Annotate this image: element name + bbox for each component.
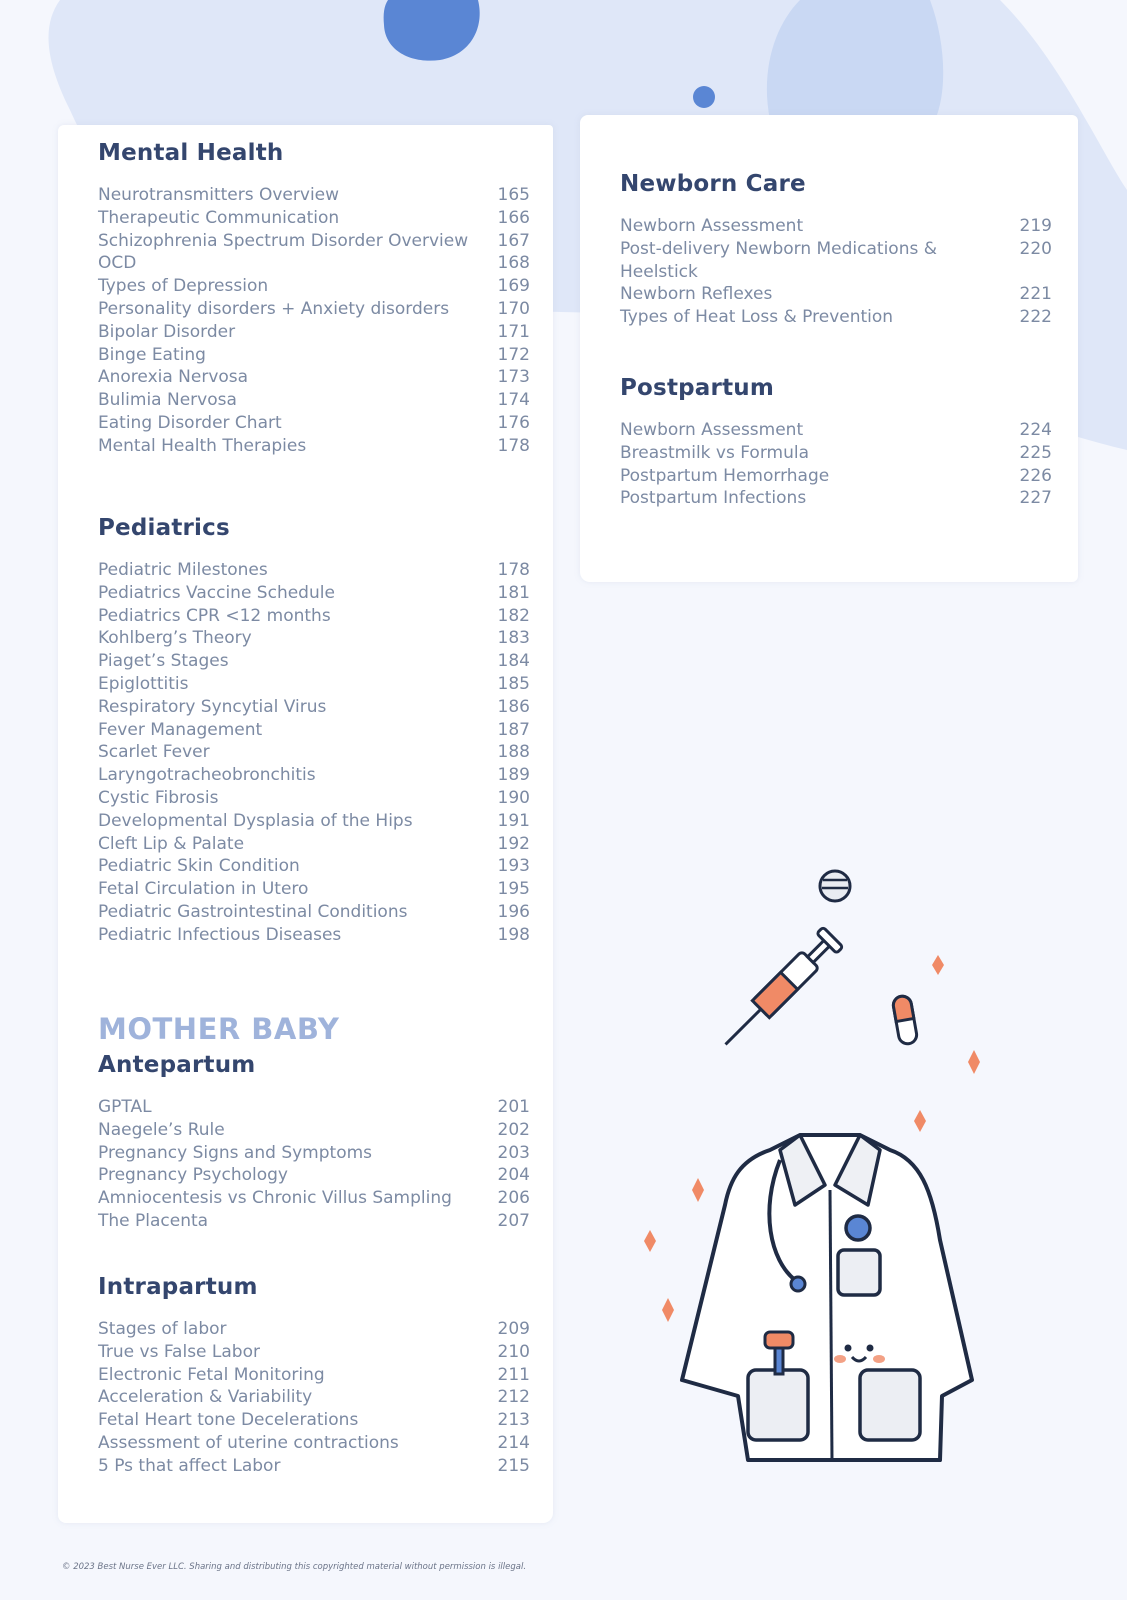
toc-entry-title: Postpartum Infections — [620, 488, 807, 509]
toc-entry-page-number: 211 — [497, 1364, 530, 1385]
toc-entry-title: Therapeutic Communication — [98, 207, 340, 228]
toc-entry — [98, 230, 530, 253]
toc-entry-page-number: 185 — [497, 673, 530, 694]
toc-entry-page-number: 203 — [497, 1142, 530, 1163]
toc-entry-page-number: 176 — [497, 412, 530, 433]
toc-entry — [98, 924, 530, 947]
toc-entry — [98, 389, 530, 412]
toc-entry-page-number: 193 — [497, 856, 530, 877]
toc-entry-title: Types of Heat Loss & Prevention — [620, 307, 894, 328]
toc-entry — [98, 582, 530, 605]
toc-entry-page-number: 183 — [497, 628, 530, 649]
toc-entry-title: Anorexia Nervosa — [98, 367, 249, 388]
pill-icon — [820, 871, 850, 901]
toc-entry — [98, 787, 530, 810]
toc-entry — [98, 1119, 530, 1142]
toc-entry-title: Types of Depression — [98, 276, 269, 297]
toc-entry-title: Amniocentesis vs Chronic Villus Sampling — [98, 1188, 452, 1209]
toc-entry-page-number: 172 — [497, 344, 530, 365]
toc-entry-page-number: 170 — [497, 298, 530, 319]
toc-entry — [98, 1341, 530, 1364]
toc-entry — [98, 1142, 530, 1165]
toc-entry-title: Postpartum Hemorrhage — [620, 465, 830, 486]
toc-entry — [98, 275, 530, 298]
toc-entry — [98, 1455, 530, 1478]
section-newborn-care — [620, 167, 1052, 329]
toc-entry-title: Piaget’s Stages — [98, 651, 229, 672]
section-heading-newborn-care: Newborn Care — [620, 171, 806, 197]
toc-entry-title: Kohlberg’s Theory — [98, 628, 252, 649]
toc-entry-title: Pediatric Milestones — [98, 560, 268, 580]
toc-entry-page-number: 191 — [497, 810, 530, 831]
toc-entry — [98, 1409, 530, 1432]
toc-entry — [620, 306, 1052, 329]
toc-entry-page-number: 165 — [497, 185, 530, 205]
toc-entry-page-number: 220 — [1019, 238, 1052, 259]
toc-entry-page-number: 214 — [497, 1432, 530, 1453]
toc-entry-title: Developmental Dysplasia of the Hips — [98, 810, 413, 831]
toc-entry-page-number: 212 — [497, 1387, 530, 1408]
toc-entry — [98, 605, 530, 628]
toc-entry-page-number: 182 — [497, 605, 530, 626]
toc-entry-page-number: 210 — [497, 1341, 530, 1362]
lab-coat-icon — [682, 1135, 972, 1460]
toc-entry — [620, 238, 1052, 284]
toc-entry — [98, 207, 530, 230]
toc-list-mental-health — [98, 184, 530, 458]
toc-entry — [98, 298, 530, 321]
toc-entry — [620, 442, 1052, 465]
section-pediatrics — [98, 511, 530, 947]
toc-entry-title: The Placenta — [98, 1210, 209, 1231]
toc-entry — [98, 901, 530, 924]
toc-list-pediatrics — [98, 559, 530, 947]
toc-entry-title: Acceleration & Variability — [98, 1387, 313, 1408]
background-dot — [693, 86, 715, 108]
toc-entry-title: Cleft Lip & Palate — [98, 833, 245, 854]
toc-entry-page-number: 181 — [497, 582, 530, 603]
toc-entry-page-number: 169 — [497, 276, 530, 297]
toc-entry-page-number: 207 — [497, 1210, 530, 1231]
toc-entry-page-number: 202 — [497, 1119, 530, 1140]
toc-entry-title: Epiglottitis — [98, 673, 189, 694]
toc-entry-title: Stages of labor — [98, 1319, 227, 1339]
toc-entry-page-number: 201 — [497, 1097, 530, 1117]
toc-entry — [98, 1386, 530, 1409]
section-heading-postpartum: Postpartum — [620, 375, 775, 401]
toc-entry — [98, 252, 530, 275]
capsule-icon — [892, 995, 918, 1045]
toc-entry-page-number: 226 — [1019, 465, 1052, 486]
toc-entry-page-number: 178 — [497, 435, 530, 456]
syringe-icon — [716, 927, 843, 1054]
toc-entry — [98, 719, 530, 742]
toc-entry-title: Scarlet Fever — [98, 742, 210, 763]
toc-entry-title: Fetal Heart tone Decelerations — [98, 1410, 359, 1431]
category-heading-mother-baby: MOTHER BABY — [98, 1012, 340, 1046]
toc-entry-title: Fetal Circulation in Utero — [98, 879, 309, 900]
toc-entry-title: Eating Disorder Chart — [98, 412, 282, 433]
section-mental-health — [98, 136, 530, 458]
section-postpartum — [620, 371, 1052, 510]
toc-entry-title: Pediatric Skin Condition — [98, 856, 300, 877]
toc-entry — [98, 696, 530, 719]
toc-entry — [98, 627, 530, 650]
toc-entry-page-number: 222 — [1019, 307, 1052, 328]
toc-entry — [98, 810, 530, 833]
toc-entry — [98, 741, 530, 764]
toc-entry-title: Bulimia Nervosa — [98, 390, 237, 411]
section-heading-intrapartum: Intrapartum — [98, 1274, 258, 1300]
toc-entry — [620, 215, 1052, 238]
toc-entry-page-number: 215 — [497, 1455, 530, 1476]
toc-entry-page-number: 196 — [497, 901, 530, 922]
toc-entry-title: Newborn Assessment — [620, 216, 804, 236]
toc-entry — [98, 650, 530, 673]
toc-entry-title: Schizophrenia Spectrum Disorder Overview — [98, 230, 469, 251]
toc-entry-title: Assessment of uterine contractions — [98, 1432, 399, 1453]
toc-entry-page-number: 209 — [497, 1319, 530, 1339]
toc-entry-title: Newborn Reflexes — [620, 284, 773, 305]
toc-list-newborn-care — [620, 215, 1052, 329]
toc-entry-page-number: 224 — [1019, 420, 1052, 440]
toc-entry — [98, 184, 530, 207]
toc-entry-page-number: 192 — [497, 833, 530, 854]
toc-entry-page-number: 178 — [497, 560, 530, 580]
toc-entry — [98, 559, 530, 582]
toc-entry-title: 5 Ps that affect Labor — [98, 1455, 281, 1476]
footer-copyright: © 2023 Best Nurse Ever LLC. Sharing and distributing this copyrighted material without permission is illegal. — [62, 1562, 527, 1572]
toc-entry-page-number: 221 — [1019, 284, 1052, 305]
toc-entry — [98, 855, 530, 878]
toc-entry-page-number: 166 — [497, 207, 530, 228]
toc-entry — [98, 673, 530, 696]
toc-entry-title: Laryngotracheobronchitis — [98, 765, 316, 786]
toc-entry — [98, 764, 530, 787]
toc-entry-page-number: 213 — [497, 1410, 530, 1431]
toc-entry-page-number: 227 — [1019, 488, 1052, 509]
toc-list-antepartum — [98, 1096, 530, 1233]
toc-entry — [98, 1096, 530, 1119]
toc-entry-title: Personality disorders + Anxiety disorders — [98, 298, 450, 319]
toc-entry — [98, 366, 530, 389]
toc-entry — [98, 1432, 530, 1455]
toc-entry-page-number: 173 — [497, 367, 530, 388]
toc-entry-title: Pregnancy Signs and Symptoms — [98, 1142, 373, 1163]
toc-entry — [98, 412, 530, 435]
toc-entry-page-number: 174 — [497, 390, 530, 411]
toc-entry — [98, 1164, 530, 1187]
toc-entry-title: Bipolar Disorder — [98, 321, 236, 342]
toc-entry-page-number: 195 — [497, 879, 530, 900]
toc-entry — [98, 1318, 530, 1341]
medical-illustration — [620, 860, 980, 1510]
toc-entry-title: Cystic Fibrosis — [98, 787, 219, 808]
toc-entry-page-number: 187 — [497, 719, 530, 740]
toc-entry-page-number: 219 — [1019, 216, 1052, 236]
section-intrapartum — [98, 1270, 530, 1478]
toc-entry-title: Respiratory Syncytial Virus — [98, 696, 327, 717]
toc-entry — [620, 487, 1052, 510]
section-heading-mental-health: Mental Health — [98, 140, 284, 166]
toc-entry-title: Neurotransmitters Overview — [98, 185, 340, 205]
toc-entry-title: Electronic Fetal Monitoring — [98, 1364, 325, 1385]
toc-entry-title: GPTAL — [98, 1097, 152, 1117]
toc-entry-title: Pediatrics CPR <12 months — [98, 605, 331, 626]
toc-entry-page-number: 198 — [497, 924, 530, 945]
toc-entry-page-number: 188 — [497, 742, 530, 763]
toc-entry-title: Newborn Assessment — [620, 420, 804, 440]
toc-entry-page-number: 225 — [1019, 442, 1052, 463]
toc-entry-title: Naegele’s Rule — [98, 1119, 225, 1140]
toc-entry-page-number: 171 — [497, 321, 530, 342]
toc-entry-title: True vs False Labor — [98, 1341, 260, 1362]
toc-entry-title: Pregnancy Psychology — [98, 1165, 288, 1186]
toc-entry — [98, 321, 530, 344]
toc-entry-title: Fever Management — [98, 719, 263, 740]
toc-entry — [98, 344, 530, 367]
toc-entry-page-number: 186 — [497, 696, 530, 717]
toc-entry-page-number: 206 — [497, 1188, 530, 1209]
toc-entry-title: Mental Health Therapies — [98, 435, 307, 456]
toc-entry — [98, 878, 530, 901]
toc-entry-page-number: 167 — [497, 230, 530, 251]
toc-entry-title: Breastmilk vs Formula — [620, 442, 809, 463]
section-heading-antepartum: Antepartum — [98, 1052, 256, 1078]
toc-entry-title: Pediatric Gastrointestinal Conditions — [98, 901, 408, 922]
toc-entry-title: Post-delivery Newborn Medications & Heelstick — [620, 238, 937, 282]
toc-entry-title: Pediatrics Vaccine Schedule — [98, 582, 335, 603]
toc-entry — [620, 283, 1052, 306]
toc-entry-page-number: 204 — [497, 1165, 530, 1186]
toc-entry-title: Pediatric Infectious Diseases — [98, 924, 342, 945]
toc-entry-page-number: 189 — [497, 765, 530, 786]
toc-entry-page-number: 168 — [497, 253, 530, 274]
toc-entry-title: OCD — [98, 253, 137, 274]
toc-entry-page-number: 184 — [497, 651, 530, 672]
section-mother-baby — [98, 1010, 530, 1233]
toc-entry — [98, 435, 530, 458]
toc-entry — [98, 833, 530, 856]
background-blob-right — [767, 0, 943, 120]
toc-entry — [98, 1210, 530, 1233]
section-heading-pediatrics: Pediatrics — [98, 515, 230, 541]
toc-entry — [620, 419, 1052, 442]
toc-entry — [98, 1187, 530, 1210]
toc-entry — [98, 1364, 530, 1387]
toc-list-intrapartum — [98, 1318, 530, 1478]
toc-entry-page-number: 190 — [497, 787, 530, 808]
toc-entry-title: Binge Eating — [98, 344, 206, 365]
toc-entry — [620, 465, 1052, 488]
toc-list-postpartum — [620, 419, 1052, 510]
